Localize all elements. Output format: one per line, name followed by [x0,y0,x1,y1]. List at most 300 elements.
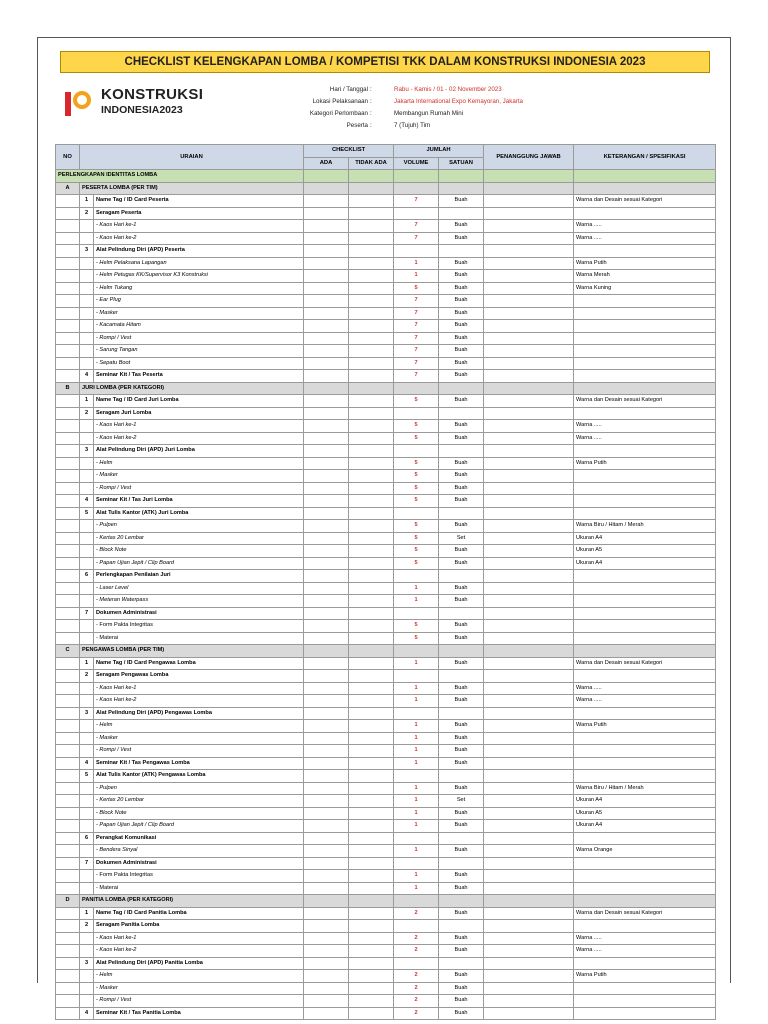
keterangan-cell: Warna dan Desain sesuai Kategori [574,195,716,208]
penanggung-jawab-cell[interactable] [484,670,574,683]
penanggung-jawab-cell[interactable] [484,570,574,583]
check-ada-cell[interactable] [304,495,349,508]
keterangan-cell [574,595,716,608]
penanggung-jawab-cell[interactable] [484,495,574,508]
check-tidak-ada-cell[interactable] [349,995,394,1008]
volume-cell [394,770,439,783]
item-label: Name Tag / ID Card Panitia Lomba [94,907,304,920]
check-ada-cell[interactable] [304,220,349,233]
check-ada-cell[interactable] [304,445,349,458]
cell [56,857,80,870]
penanggung-jawab-cell[interactable] [484,557,574,570]
check-tidak-ada-cell[interactable] [349,320,394,333]
table-row [56,707,716,720]
check-ada-cell[interactable] [304,320,349,333]
check-ada-cell[interactable] [304,720,349,733]
item-label: Seminar Kit / Tas Pengawas Lomba [94,757,304,770]
cell [56,420,80,433]
keterangan-cell: Warna dan Desain sesuai Kategori [574,907,716,920]
penanggung-jawab-cell[interactable] [484,707,574,720]
penanggung-jawab-cell[interactable] [484,295,574,308]
penanggung-jawab-cell[interactable] [484,795,574,808]
check-ada-cell[interactable] [304,282,349,295]
check-ada-cell[interactable] [304,695,349,708]
check-ada-cell[interactable] [304,520,349,533]
check-tidak-ada-cell[interactable] [349,882,394,895]
check-ada-cell[interactable] [304,420,349,433]
volume-cell [394,607,439,620]
check-ada-cell[interactable] [304,770,349,783]
penanggung-jawab-cell[interactable] [484,520,574,533]
check-tidak-ada-cell[interactable] [349,370,394,383]
satuan-cell: Buah [439,332,484,345]
check-tidak-ada-cell[interactable] [349,695,394,708]
check-ada-cell[interactable] [304,620,349,633]
keterangan-cell [574,445,716,458]
check-ada-cell[interactable] [304,807,349,820]
penanggung-jawab-cell[interactable] [484,257,574,270]
cell [56,707,80,720]
cell [56,282,80,295]
penanggung-jawab-cell[interactable] [484,1007,574,1020]
volume-cell: 5 [394,557,439,570]
check-ada-cell[interactable] [304,232,349,245]
table-row [56,407,716,420]
check-ada-cell[interactable] [304,407,349,420]
item-label: Dokumen Administrasi [94,607,304,620]
check-tidak-ada-cell[interactable] [349,307,394,320]
satuan-cell: Buah [439,657,484,670]
check-ada-cell[interactable] [304,470,349,483]
check-ada-cell[interactable] [304,332,349,345]
check-ada-cell[interactable] [304,657,349,670]
check-tidak-ada-cell[interactable] [349,732,394,745]
item-number: 7 [80,607,94,620]
cell [56,782,80,795]
item-label: Seragam Peserta [94,207,304,220]
check-ada-cell[interactable] [304,832,349,845]
check-tidak-ada-cell[interactable] [349,582,394,595]
satuan-cell: Buah [439,695,484,708]
check-tidak-ada-cell[interactable] [349,720,394,733]
check-ada-cell[interactable] [304,307,349,320]
check-tidak-ada-cell[interactable] [349,907,394,920]
check-ada-cell[interactable] [304,557,349,570]
check-ada-cell[interactable] [304,820,349,833]
check-ada-cell[interactable] [304,457,349,470]
item-number: 3 [80,445,94,458]
satuan-cell: Buah [439,970,484,983]
cell [80,795,94,808]
penanggung-jawab-cell[interactable] [484,632,574,645]
check-ada-cell[interactable] [304,857,349,870]
satuan-cell: Buah [439,732,484,745]
check-ada-cell[interactable] [304,682,349,695]
penanggung-jawab-cell[interactable] [484,457,574,470]
check-ada-cell[interactable] [304,595,349,608]
volume-cell: 7 [394,195,439,208]
cell [56,657,80,670]
penanggung-jawab-cell[interactable] [484,232,574,245]
cell [56,682,80,695]
cell [56,270,80,283]
check-tidak-ada-cell[interactable] [349,607,394,620]
check-tidak-ada-cell[interactable] [349,857,394,870]
penanggung-jawab-cell[interactable] [484,507,574,520]
penanggung-jawab-cell[interactable] [484,882,574,895]
cell [56,970,80,983]
check-tidak-ada-cell[interactable] [349,820,394,833]
table-row [56,220,716,233]
keterangan-cell: Warna ..... [574,232,716,245]
header-checklist: CHECKLIST [304,145,394,158]
check-tidak-ada-cell[interactable] [349,545,394,558]
table-row [56,907,716,920]
penanggung-jawab-cell[interactable] [484,982,574,995]
check-ada-cell[interactable] [304,932,349,945]
check-ada-cell[interactable] [304,1007,349,1020]
table-row [56,795,716,808]
penanggung-jawab-cell[interactable] [484,370,574,383]
penanggung-jawab-cell[interactable] [484,332,574,345]
cell [80,295,94,308]
table-row [56,582,716,595]
check-tidak-ada-cell[interactable] [349,782,394,795]
penanggung-jawab-cell[interactable] [484,282,574,295]
check-tidak-ada-cell[interactable] [349,395,394,408]
satuan-cell: Buah [439,470,484,483]
check-ada-cell[interactable] [304,845,349,858]
keterangan-cell: Ukuran A4 [574,795,716,808]
check-ada-cell[interactable] [304,432,349,445]
penanggung-jawab-cell[interactable] [484,745,574,758]
item-label: Name Tag / ID Card Peserta [94,195,304,208]
check-tidak-ada-cell[interactable] [349,957,394,970]
check-ada-cell[interactable] [304,732,349,745]
item-number: 4 [80,1007,94,1020]
check-ada-cell[interactable] [304,745,349,758]
penanggung-jawab-cell[interactable] [484,245,574,258]
check-tidak-ada-cell[interactable] [349,795,394,808]
check-tidak-ada-cell[interactable] [349,282,394,295]
penanggung-jawab-cell[interactable] [484,220,574,233]
penanggung-jawab-cell[interactable] [484,320,574,333]
check-ada-cell[interactable] [304,245,349,258]
penanggung-jawab-cell[interactable] [484,832,574,845]
check-tidak-ada-cell[interactable] [349,657,394,670]
check-ada-cell[interactable] [304,270,349,283]
penanggung-jawab-cell[interactable] [484,582,574,595]
satuan-cell: Buah [439,1007,484,1020]
volume-cell: 5 [394,470,439,483]
check-tidak-ada-cell[interactable] [349,357,394,370]
check-tidak-ada-cell[interactable] [349,295,394,308]
satuan-cell [439,770,484,783]
penanggung-jawab-cell[interactable] [484,307,574,320]
penanggung-jawab-cell[interactable] [484,720,574,733]
penanggung-jawab-cell[interactable] [484,857,574,870]
penanggung-jawab-cell[interactable] [484,845,574,858]
volume-cell: 7 [394,357,439,370]
item-label: - Form Pakta Integritas [94,870,304,883]
check-tidak-ada-cell[interactable] [349,832,394,845]
volume-cell: 7 [394,220,439,233]
cell [394,182,439,195]
penanggung-jawab-cell[interactable] [484,620,574,633]
keterangan-cell [574,620,716,633]
check-tidak-ada-cell[interactable] [349,870,394,883]
cell [56,345,80,358]
check-tidak-ada-cell[interactable] [349,520,394,533]
check-ada-cell[interactable] [304,870,349,883]
check-tidak-ada-cell[interactable] [349,807,394,820]
penanggung-jawab-cell[interactable] [484,595,574,608]
table-row [56,607,716,620]
table-row [56,182,716,195]
event-info [218,84,558,132]
check-ada-cell[interactable] [304,670,349,683]
cell [56,445,80,458]
cell [56,607,80,620]
check-tidak-ada-cell[interactable] [349,432,394,445]
check-tidak-ada-cell[interactable] [349,232,394,245]
item-number: 2 [80,207,94,220]
penanggung-jawab-cell[interactable] [484,207,574,220]
penanggung-jawab-cell[interactable] [484,195,574,208]
check-tidak-ada-cell[interactable] [349,570,394,583]
check-ada-cell[interactable] [304,795,349,808]
check-ada-cell[interactable] [304,907,349,920]
check-tidak-ada-cell[interactable] [349,420,394,433]
check-ada-cell[interactable] [304,782,349,795]
penanggung-jawab-cell[interactable] [484,270,574,283]
item-label: - Kaos Hari ke-1 [94,220,304,233]
cell [56,920,80,933]
item-label: - Kaos Hari ke-2 [94,432,304,445]
cell [56,732,80,745]
penanggung-jawab-cell[interactable] [484,607,574,620]
check-ada-cell[interactable] [304,345,349,358]
check-tidak-ada-cell[interactable] [349,345,394,358]
penanggung-jawab-cell[interactable] [484,420,574,433]
penanggung-jawab-cell[interactable] [484,920,574,933]
check-tidak-ada-cell[interactable] [349,270,394,283]
cell [56,757,80,770]
group-label: PENGAWAS LOMBA (PER TIM) [80,645,304,658]
cell [56,832,80,845]
penanggung-jawab-cell[interactable] [484,732,574,745]
table-row [56,395,716,408]
satuan-cell: Buah [439,720,484,733]
check-tidak-ada-cell[interactable] [349,257,394,270]
check-tidak-ada-cell[interactable] [349,457,394,470]
cell [56,570,80,583]
penanggung-jawab-cell[interactable] [484,407,574,420]
satuan-cell: Buah [439,820,484,833]
check-ada-cell[interactable] [304,757,349,770]
cell [574,382,716,395]
penanggung-jawab-cell[interactable] [484,870,574,883]
cell [304,645,349,658]
check-tidak-ada-cell[interactable] [349,670,394,683]
check-tidak-ada-cell[interactable] [349,245,394,258]
penanggung-jawab-cell[interactable] [484,907,574,920]
check-tidak-ada-cell[interactable] [349,682,394,695]
keterangan-cell: Warna Putih [574,457,716,470]
check-ada-cell[interactable] [304,545,349,558]
check-tidak-ada-cell[interactable] [349,620,394,633]
cell [80,320,94,333]
penanggung-jawab-cell[interactable] [484,820,574,833]
volume-cell: 1 [394,795,439,808]
check-tidak-ada-cell[interactable] [349,970,394,983]
check-ada-cell[interactable] [304,582,349,595]
check-ada-cell[interactable] [304,632,349,645]
check-tidak-ada-cell[interactable] [349,757,394,770]
volume-cell: 5 [394,495,439,508]
info-value: Jakarta International Expo Kemayoran, Jakarta [394,98,523,105]
volume-cell: 5 [394,432,439,445]
table-row [56,782,716,795]
check-ada-cell[interactable] [304,945,349,958]
satuan-cell: Buah [439,195,484,208]
check-ada-cell[interactable] [304,482,349,495]
penanggung-jawab-cell[interactable] [484,945,574,958]
item-label: - Kertas 20 Lembar [94,532,304,545]
check-tidak-ada-cell[interactable] [349,557,394,570]
penanggung-jawab-cell[interactable] [484,445,574,458]
keterangan-cell: Warna dan Desain sesuai Kategori [574,395,716,408]
penanggung-jawab-cell[interactable] [484,957,574,970]
table-row [56,770,716,783]
check-tidak-ada-cell[interactable] [349,495,394,508]
check-tidak-ada-cell[interactable] [349,1007,394,1020]
cell [484,170,574,183]
keterangan-cell: Warna Biru / Hitam / Merah [574,782,716,795]
penanggung-jawab-cell[interactable] [484,807,574,820]
check-tidak-ada-cell[interactable] [349,932,394,945]
check-ada-cell[interactable] [304,370,349,383]
check-ada-cell[interactable] [304,395,349,408]
table-row [56,920,716,933]
check-ada-cell[interactable] [304,607,349,620]
check-tidak-ada-cell[interactable] [349,220,394,233]
penanggung-jawab-cell[interactable] [484,482,574,495]
check-tidak-ada-cell[interactable] [349,770,394,783]
keterangan-cell [574,345,716,358]
check-ada-cell[interactable] [304,982,349,995]
cell [56,395,80,408]
check-ada-cell[interactable] [304,507,349,520]
check-tidak-ada-cell[interactable] [349,632,394,645]
penanggung-jawab-cell[interactable] [484,532,574,545]
item-label: - Helm [94,720,304,733]
check-tidak-ada-cell[interactable] [349,482,394,495]
check-tidak-ada-cell[interactable] [349,470,394,483]
item-label: - Rompi / Vest [94,745,304,758]
check-ada-cell[interactable] [304,207,349,220]
item-label: - Kacamata Hitam [94,320,304,333]
check-tidak-ada-cell[interactable] [349,745,394,758]
item-label: - Kaos Hari ke-1 [94,420,304,433]
penanggung-jawab-cell[interactable] [484,395,574,408]
penanggung-jawab-cell[interactable] [484,345,574,358]
table-row [56,895,716,908]
check-tidak-ada-cell[interactable] [349,507,394,520]
check-ada-cell[interactable] [304,995,349,1008]
check-tidak-ada-cell[interactable] [349,195,394,208]
penanggung-jawab-cell[interactable] [484,357,574,370]
check-tidak-ada-cell[interactable] [349,532,394,545]
check-tidak-ada-cell[interactable] [349,982,394,995]
keterangan-cell [574,507,716,520]
check-ada-cell[interactable] [304,357,349,370]
volume-cell [394,707,439,720]
penanggung-jawab-cell[interactable] [484,757,574,770]
info-value: Rabu - Kamis / 01 - 02 November 2023 [394,86,502,93]
check-ada-cell[interactable] [304,195,349,208]
volume-cell: 2 [394,907,439,920]
penanggung-jawab-cell[interactable] [484,695,574,708]
check-tidak-ada-cell[interactable] [349,332,394,345]
penanggung-jawab-cell[interactable] [484,995,574,1008]
check-tidak-ada-cell[interactable] [349,920,394,933]
cell [394,382,439,395]
item-number: 2 [80,407,94,420]
penanggung-jawab-cell[interactable] [484,782,574,795]
check-tidak-ada-cell[interactable] [349,207,394,220]
check-tidak-ada-cell[interactable] [349,407,394,420]
item-label: Name Tag / ID Card Juri Lomba [94,395,304,408]
check-ada-cell[interactable] [304,295,349,308]
check-tidak-ada-cell[interactable] [349,945,394,958]
check-ada-cell[interactable] [304,882,349,895]
satuan-cell: Buah [439,907,484,920]
cell [56,870,80,883]
keterangan-cell: Warna ..... [574,420,716,433]
volume-cell: 1 [394,745,439,758]
check-ada-cell[interactable] [304,920,349,933]
penanggung-jawab-cell[interactable] [484,970,574,983]
penanggung-jawab-cell[interactable] [484,470,574,483]
check-ada-cell[interactable] [304,532,349,545]
check-tidak-ada-cell[interactable] [349,595,394,608]
item-label: - Kaos Hari ke-2 [94,695,304,708]
table-row [56,332,716,345]
check-ada-cell[interactable] [304,957,349,970]
penanggung-jawab-cell[interactable] [484,432,574,445]
check-tidak-ada-cell[interactable] [349,707,394,720]
table-row [56,245,716,258]
check-ada-cell[interactable] [304,970,349,983]
cell [574,895,716,908]
table-row [56,482,716,495]
check-ada-cell[interactable] [304,570,349,583]
cell [80,945,94,958]
penanggung-jawab-cell[interactable] [484,682,574,695]
check-ada-cell[interactable] [304,707,349,720]
check-tidak-ada-cell[interactable] [349,445,394,458]
penanggung-jawab-cell[interactable] [484,770,574,783]
penanggung-jawab-cell[interactable] [484,545,574,558]
satuan-cell: Buah [439,320,484,333]
volume-cell: 1 [394,807,439,820]
satuan-cell [439,857,484,870]
penanggung-jawab-cell[interactable] [484,932,574,945]
penanggung-jawab-cell[interactable] [484,657,574,670]
check-tidak-ada-cell[interactable] [349,845,394,858]
check-ada-cell[interactable] [304,257,349,270]
